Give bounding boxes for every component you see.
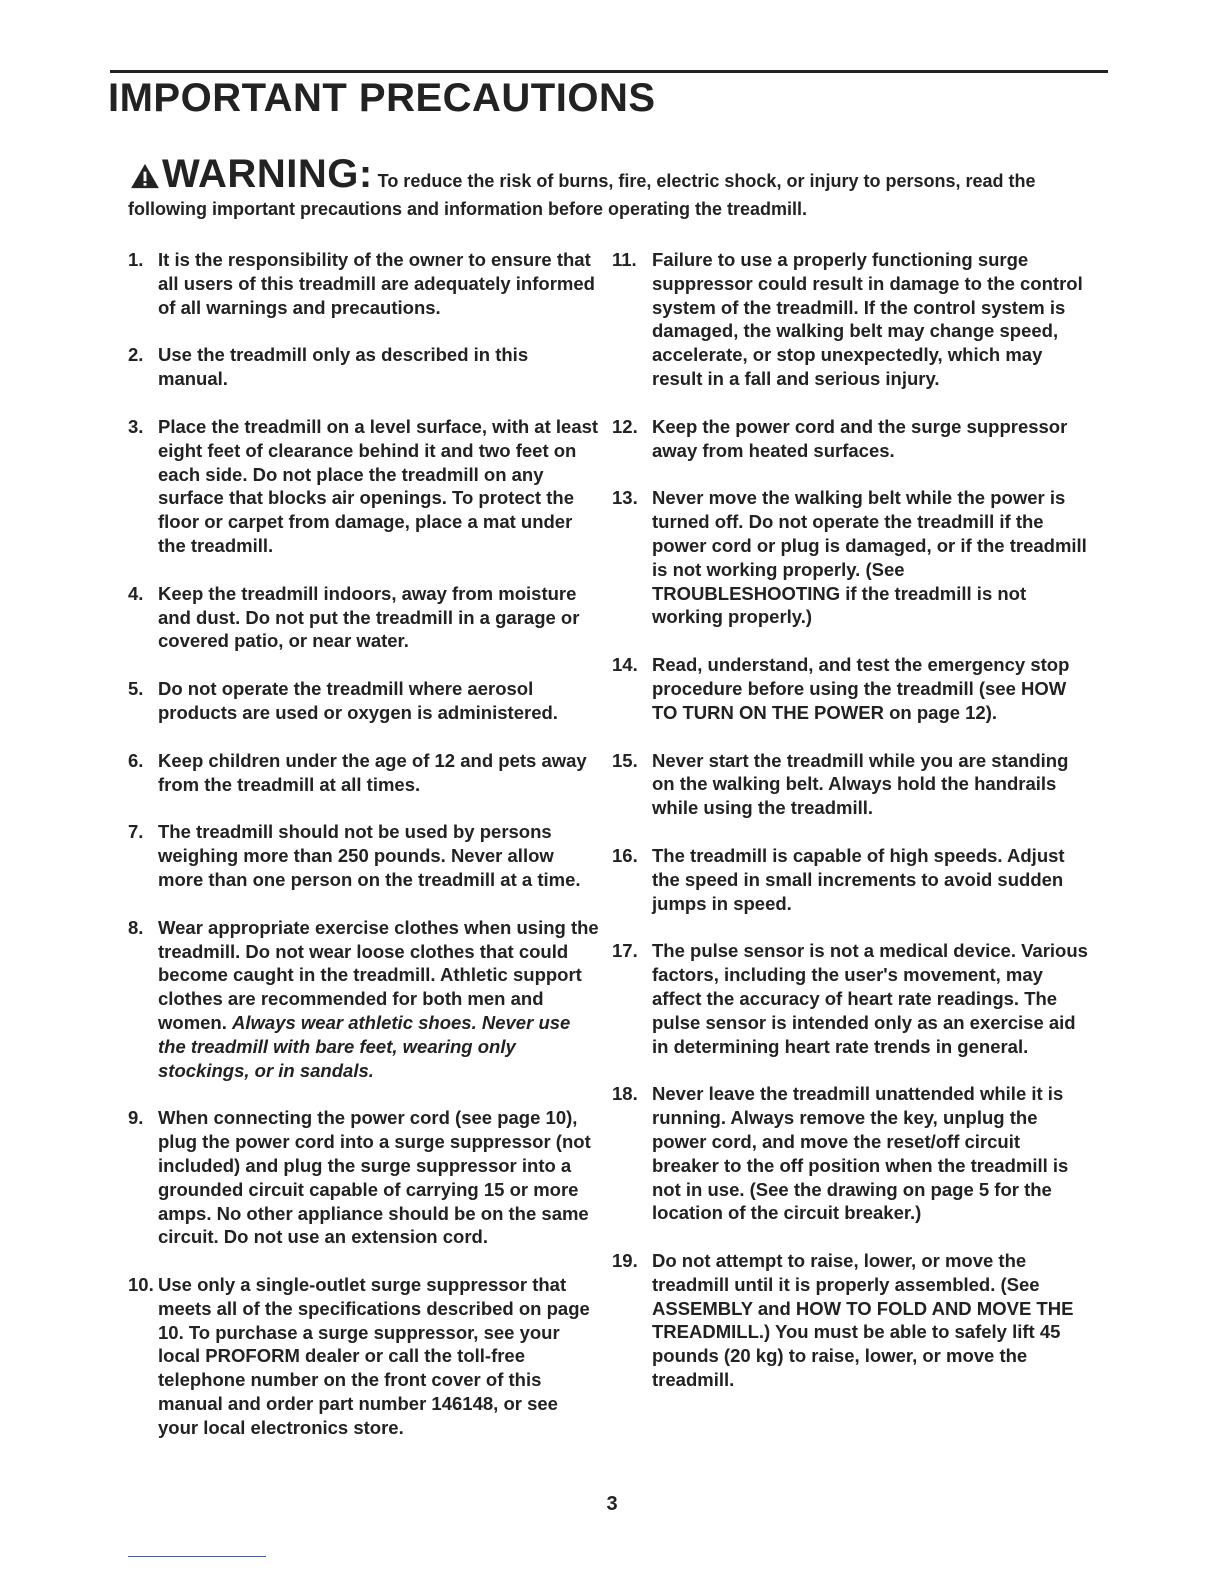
item-number: 2. xyxy=(128,344,144,366)
item-text: When connecting the power cord (see page 10), plug the power cord into a surge suppressor (not included) and plug the surge suppressor into a grounded circuit capable of carrying 15 or more amps. No other appliance should be on the same circuit. Do not use an extension cord. xyxy=(158,1107,591,1248)
precaution-18 xyxy=(612,1082,1092,1225)
precaution-6 xyxy=(128,749,603,797)
precaution-11 xyxy=(612,248,1092,391)
item-number: 17. xyxy=(612,940,638,962)
precaution-7 xyxy=(128,820,603,891)
item-text: Wear appropriate exercise clothes when using the treadmill. Do not wear loose clothes that could become caught in the treadmill. Athletic support clothes are recommended for both men and women. xyxy=(158,916,599,1033)
precaution-16 xyxy=(612,844,1092,915)
item-text: The pulse sensor is not a medical device. Various factors, including the user's movement, may affect the accuracy of heart rate readings. The pulse sensor is intended only as an exercise aid in determining heart rate trends in general. xyxy=(652,940,1088,1057)
item-text: The treadmill is capable of high speeds. Adjust the speed in small increments to avoid sudden jumps in speed. xyxy=(652,844,1065,914)
item-number: 7. xyxy=(128,821,144,843)
item-number: 14. xyxy=(612,654,638,676)
item-text: Never leave the treadmill unattended while it is running. Always remove the key, unplug the power cord, and move the reset/off circuit breaker to the off position when the treadmill is not in use. (See the drawing on page 5 for the location of the circuit breaker.) xyxy=(652,1083,1069,1224)
warning-text: To reduce the risk of burns, fire, electric shock, or injury to persons, read the following important precautions and information before operating the treadmill. xyxy=(128,171,1036,219)
item-text: Failure to use a properly functioning surge suppressor could result in damage to the control system of the treadmill. If the control system is damaged, the walking belt may change speed, accelerate, or stop unexpectedly, which may result in a fall and serious injury. xyxy=(652,249,1083,389)
precaution-1 xyxy=(128,248,603,319)
item-number: 4. xyxy=(128,582,144,604)
item-text: Do not attempt to raise, lower, or move the treadmill until it is properly assembled. (See ASSEMBLY and HOW TO FOLD AND MOVE THE TREADMILL.) You must be able to safely lift 45 pounds (20 kg) to raise, lower, or move the treadmill. xyxy=(652,1250,1074,1391)
precaution-5 xyxy=(128,677,603,725)
item-number: 18. xyxy=(612,1083,638,1105)
item-number: 1. xyxy=(128,249,144,270)
item-text: Read, understand, and test the emergency stop procedure before using the treadmill (see HOW TO TURN ON THE POWER on page 12). xyxy=(652,654,1070,723)
item-number: 6. xyxy=(128,749,144,771)
precaution-14 xyxy=(612,653,1092,724)
item-text: The treadmill should not be used by persons weighing more than 250 pounds. Never allow more than one person on the treadmill at a time. xyxy=(158,821,581,890)
item-number: 19. xyxy=(612,1250,638,1272)
item-number: 8. xyxy=(128,916,144,938)
item-text: Keep children under the age of 12 and pets away from the treadmill at all times. xyxy=(158,749,587,795)
item-number: 5. xyxy=(128,678,144,700)
right-column xyxy=(612,248,1092,1416)
page-title: IMPORTANT PRECAUTIONS xyxy=(108,76,656,120)
item-number: 16. xyxy=(612,844,638,866)
precaution-19 xyxy=(612,1249,1092,1392)
left-column xyxy=(128,248,603,1464)
item-number: 15. xyxy=(612,749,638,771)
item-text: Place the treadmill on a level surface, with at least eight feet of clearance behind it and two feet on each side. Do not place the treadmill on any surface that blocks air openings. To protect the floor or carpet from damage, place a mat under the treadmill. xyxy=(158,415,599,556)
precaution-3 xyxy=(128,415,603,558)
item-number: 3. xyxy=(128,415,144,437)
precaution-9 xyxy=(128,1106,603,1249)
item-text: Do not operate the treadmill where aerosol products are used or oxygen is administered. xyxy=(158,678,558,723)
precaution-8 xyxy=(128,916,603,1083)
item-text: Keep the power cord and the surge suppressor away from heated surfaces. xyxy=(652,415,1068,461)
precaution-17 xyxy=(612,939,1092,1058)
precaution-13 xyxy=(612,486,1092,629)
item-number: 11. xyxy=(612,249,637,270)
item-text: Never move the walking belt while the power is turned off. Do not operate the treadmill if the power cord or plug is damaged, or if the treadmill is not working properly. (See TROUBLESHOOTING if the treadmill is not working properly.) xyxy=(652,487,1087,628)
warning-block xyxy=(128,152,1098,223)
item-text: It is the responsibility of the owner to ensure that all users of this treadmill are adequately informed of all warnings and precautions. xyxy=(158,249,595,318)
item-number: 13. xyxy=(612,487,638,509)
precaution-15 xyxy=(612,749,1092,820)
item-number: 10. xyxy=(128,1274,154,1296)
item-text: Use only a single-outlet surge suppressor that meets all of the specifications described on page 10. To purchase a surge suppressor, see your local PROFORM dealer or call the toll-free telephone number on the front cover of this manual and order part number 146148, or see your local electronics store. xyxy=(158,1274,590,1438)
item-text: Keep the treadmill indoors, away from moisture and dust. Do not put the treadmill in a garage or covered patio, or near water. xyxy=(158,582,580,652)
precaution-2 xyxy=(128,343,603,391)
precaution-4 xyxy=(128,582,603,653)
precaution-10 xyxy=(128,1273,603,1440)
page-number: 3 xyxy=(606,1493,618,1515)
item-emphasis: Always wear athletic shoes. Never use the treadmill with bare feet, wearing only stockings, or in sandals. xyxy=(158,1011,571,1081)
item-text: Use the treadmill only as described in this manual. xyxy=(158,344,529,390)
item-number: 9. xyxy=(128,1107,144,1129)
item-number: 12. xyxy=(612,415,638,437)
warning-triangle-icon xyxy=(128,163,162,189)
warning-word: WARNING: xyxy=(162,152,373,196)
footer-rule xyxy=(128,1556,266,1557)
item-text: Never start the treadmill while you are standing on the walking belt. Always hold the handrails while using the treadmill. xyxy=(652,749,1069,819)
precaution-12 xyxy=(612,415,1092,463)
